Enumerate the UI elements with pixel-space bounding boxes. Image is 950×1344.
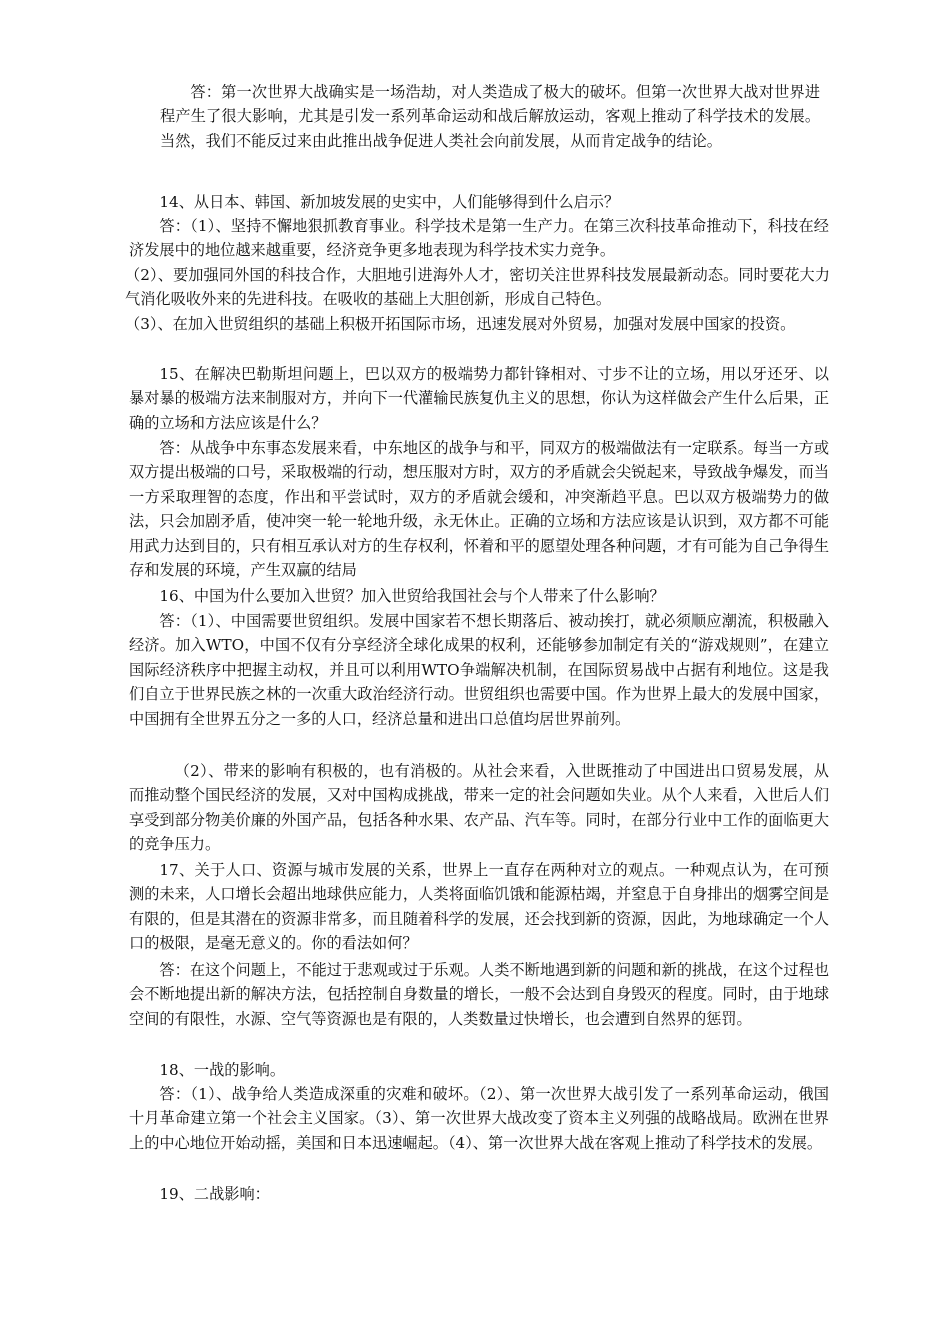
answer-18: 答：（1）、战争给人类造成深重的灾难和破坏。（2）、第一次世界大战引发了一系列革命运动，俄国十月革命建立第一个社会主义国家。（3）、第一次世界大战改变了资本主义列强的战略战局。欧洲在世界上的中心地位开始动摇，美国和日本迅速崛起。（4）、第一次世界大战在客观上推动了科学技术的发展。 [129, 1085, 829, 1152]
answer-paragraph-13: 答：第一次世界大战确实是一场浩劫，对人类造成了极大的破坏。但第一次世界大战对世界进程产生了很大影响，尤其是引发一系列革命运动和战后解放运动，客观上推动了科学技术的发展。当然，我们不能反过来由此推出战争促进人类社会向前发展，从而肯定战争的结论。 [160, 83, 820, 150]
question-14: 14、从日本、韩国、新加坡发展的史实中，人们能够得到什么启示？ [159, 193, 620, 211]
question-18: 18、一战的影响。 [159, 1061, 286, 1079]
answer-14-part3: （3）、在加入世贸组织的基础上积极开拓国际市场，迅速发展对外贸易，加强对发展中国家的投资。 [125, 315, 796, 333]
question-19: 19、二战影响： [159, 1185, 270, 1203]
answer-16-part1: 答：（1）、中国需要世贸组织。发展中国家若不想长期落后、被动挨打，就必须顺应潮流，积极融入经济。加入WTO，中国不仅有分享经济全球化成果的权利，还能够参加制定有关的“游戏规则”，在建立国际经济秩序中把握主动权，并且可以利用WTO争端解决机制，在国际贸易战中占据有利地位。这是我们自立于世界民族之林的一次重大政治经济行动。世贸组织也需要中国。作为世界上最大的发展中国家，中国拥有全世界五分之一多的人口，经济总量和进出口总值均居世界前列。 [129, 612, 829, 728]
answer-14-part1: 答：（1）、坚持不懈地狠抓教育事业。科学技术是第一生产力。在第三次科技革命推动下，科技在经济发展中的地位越来越重要，经济竞争更多地表现为科学技术实力竞争。 [129, 217, 829, 260]
answer-16-part2: （2）、带来的影响有积极的，也有消极的。从社会来看，入世既推动了中国进出口贸易发展，从而推动整个国民经济的发展，又对中国构成挑战，带来一定的社会问题如失业。从个人来看，入世后人们享受到部分物美价廉的外国产品，包括各种水果、农产品、汽车等。同时，在部分行业中工作的面临更大的竞争压力。 [129, 762, 829, 854]
question-15: 15、在解决巴勒斯坦问题上，巴以双方的极端势力都针锋相对、寸步不让的立场，用以牙还牙、以暴对暴的极端方法来制服对方，并向下一代灌输民族复仇主义的思想，你认为这样做会产生什么后果，正确的立场和方法应该是什么？ [129, 365, 829, 432]
answer-15: 答：从战争中东事态发展来看，中东地区的战争与和平，同双方的极端做法有一定联系。每当一方或双方提出极端的口号，采取极端的行动，想压服对方时，双方的矛盾就会尖锐起来，导致战争爆发，而当一方采取理智的态度，作出和平尝试时，双方的矛盾就会缓和，冲突渐趋平息。巴以双方极端势力的做法，只会加剧矛盾，使冲突一轮一轮地升级，永无休止。正确的立场和方法应该是认识到，双方都不可能用武力达到目的，只有相互承认对方的生存权利，怀着和平的愿望处理各种问题，才有可能为自己争得生存和发展的环境，产生双赢的结局 [129, 439, 829, 580]
question-17: 17、关于人口、资源与城市发展的关系，世界上一直存在两种对立的观点。一种观点认为，在可预测的未来，人口增长会超出地球供应能力，人类将面临饥饿和能源枯竭，并窒息于自身排出的烟雾空间是有限的，但是其潜在的资源非常多，而且随着科学的发展，还会找到新的资源，因此，为地球确定一个人口的极限，是毫无意义的。你的看法如何？ [129, 861, 829, 953]
answer-17: 答：在这个问题上，不能过于悲观或过于乐观。人类不断地遇到新的问题和新的挑战，在这个过程也会不断地提出新的解决方法，包括控制自身数量的增长，一般不会达到自身毁灭的程度。同时，由于地球空间的有限性，水源、空气等资源也是有限的，人类数量过快增长，也会遭到自然界的惩罚。 [129, 961, 829, 1028]
answer-14-part2: （2）、要加强同外国的科技合作，大胆地引进海外人才，密切关注世界科技发展最新动态。同时要花大力气消化吸收外来的先进科技。在吸收的基础上大胆创新，形成自己特色。 [125, 266, 830, 309]
question-16: 16、中国为什么要加入世贸？加入世贸给我国社会与个人带来了什么影响？ [159, 587, 665, 605]
